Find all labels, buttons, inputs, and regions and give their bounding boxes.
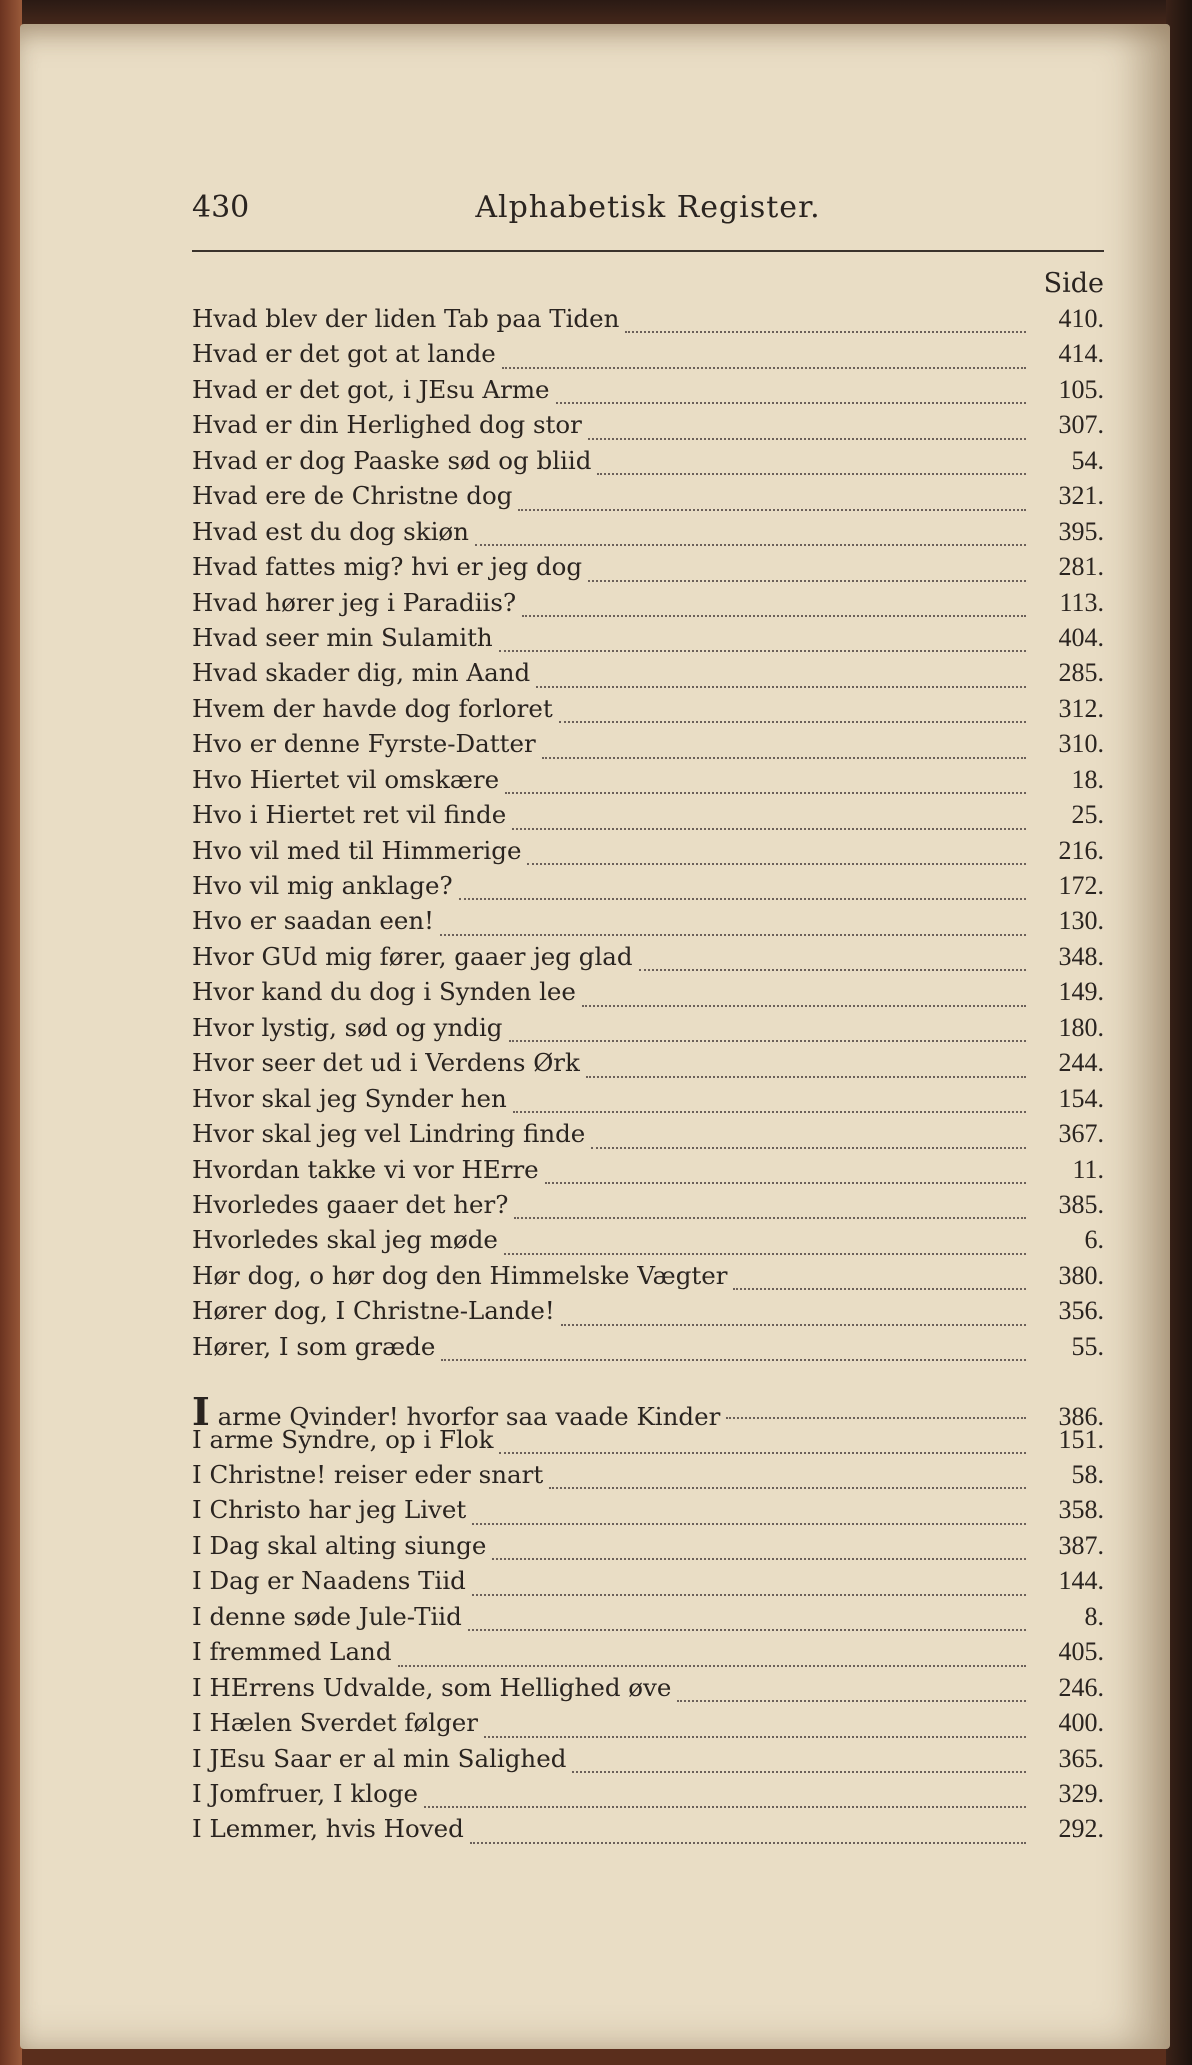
entry-title: Hvo er saadan een!	[192, 906, 435, 936]
entry-title: Hvo vil mig anklage?	[192, 871, 453, 900]
entry-title: Hvad er dog Paaske sød og bliid	[192, 445, 592, 475]
entry-page-number: 386.	[1058, 1402, 1104, 1432]
entry-title: Hvad seer min Sulamith	[192, 622, 493, 652]
dot-leader	[504, 1253, 1026, 1255]
entry-title: Hvad er det got at lande	[192, 339, 496, 369]
entry-page-number: 244.	[1058, 1048, 1104, 1078]
dot-leader	[522, 615, 1026, 617]
dot-leader	[582, 1005, 1026, 1007]
entry-page-number: 292.	[1058, 1814, 1104, 1844]
entry-title: Hvad ere de Christne dog	[192, 481, 513, 511]
register-entry	[192, 658, 1104, 693]
register-entry	[192, 836, 1104, 871]
register-entry	[192, 1261, 1104, 1296]
dot-leader	[586, 1076, 1026, 1078]
register-entry	[192, 375, 1104, 410]
register-entry	[192, 481, 1104, 516]
dot-leader	[677, 1700, 1026, 1702]
entry-title: Hvor GUd mig fører, gaaer jeg glad	[192, 941, 633, 971]
header-rule	[192, 250, 1104, 252]
page-column-label: Side	[1043, 268, 1104, 299]
entry-title: I denne søde Jule-Tiid	[192, 1601, 462, 1631]
register-entry	[192, 1460, 1104, 1495]
dot-leader	[513, 1111, 1026, 1113]
entry-title: I Lemmer, hvis Hoved	[192, 1814, 464, 1844]
entry-title: I Hælen Sverdet følger	[192, 1708, 478, 1738]
entry-page-number: 281.	[1058, 552, 1104, 582]
entry-page-number: 172.	[1058, 871, 1104, 900]
entry-title: Hvad er din Herlighed dog stor	[192, 410, 582, 440]
entry-title: Hvad est du dog skiøn	[192, 516, 469, 546]
register-entry	[192, 446, 1104, 481]
register-entries	[192, 304, 1104, 1850]
entry-title: I fremmed Land	[192, 1637, 392, 1667]
entry-page-number: 405.	[1058, 1637, 1104, 1667]
running-title: Alphabetisk Register.	[475, 190, 821, 225]
entry-page-number: 410.	[1058, 304, 1104, 333]
register-entry	[192, 1566, 1104, 1601]
entry-title: Hvorledes gaaer det her?	[192, 1189, 509, 1219]
entry-title: I arme Syndre, op i Flok	[192, 1424, 494, 1454]
register-entry	[192, 977, 1104, 1012]
dot-leader	[424, 1806, 1026, 1808]
register-entry	[192, 1744, 1104, 1779]
page-number: 430	[192, 190, 250, 225]
entry-title: Hvad fattes mig? hvi er jeg dog	[192, 552, 583, 582]
register-entry	[192, 304, 1104, 339]
entry-page-number: 55.	[1071, 1331, 1104, 1361]
entry-title: Hvem der havde dog forloret	[192, 693, 553, 723]
register-entry	[192, 942, 1104, 977]
entry-title: Hvor skal jeg vel Lindring finde	[192, 1119, 586, 1149]
dot-leader	[441, 1359, 1026, 1361]
entry-page-number: 6.	[1084, 1225, 1104, 1255]
dot-leader	[492, 1558, 1026, 1560]
dot-leader	[597, 473, 1026, 475]
entry-page-number: 113.	[1059, 587, 1104, 617]
dot-leader	[639, 969, 1026, 971]
register-entry	[192, 623, 1104, 658]
dot-leader	[514, 1217, 1026, 1219]
dot-leader	[505, 792, 1026, 794]
entry-page-number: 8.	[1084, 1601, 1104, 1631]
entry-page-number: 25.	[1071, 800, 1104, 830]
register-entry	[192, 1779, 1104, 1814]
register-entry	[192, 1708, 1104, 1743]
entry-page-number: 307.	[1058, 410, 1104, 440]
register-entry	[192, 1673, 1104, 1708]
entry-page-number: 348.	[1058, 941, 1104, 971]
dot-leader	[588, 580, 1026, 582]
entry-title: Hør dog, o hør dog den Himmelske Vægter	[192, 1260, 728, 1290]
dot-leader	[440, 934, 1026, 936]
entry-title: Hvordan takke vi vor HErre	[192, 1154, 539, 1184]
entry-page-number: 400.	[1058, 1708, 1104, 1738]
entry-page-number: 312.	[1058, 693, 1104, 723]
entry-group-h	[192, 304, 1104, 1367]
entry-title: I Christo har jeg Livet	[192, 1495, 467, 1525]
dot-leader	[459, 898, 1026, 900]
register-entry	[192, 1225, 1104, 1260]
register-entry	[192, 1119, 1104, 1154]
entry-title: I Jomfruer, I kloge	[192, 1778, 419, 1808]
entry-page-number: 367.	[1058, 1119, 1104, 1149]
entry-page-number: 356.	[1058, 1296, 1104, 1326]
register-entry	[192, 1048, 1104, 1083]
entry-page-number: 18.	[1071, 764, 1104, 794]
register-entry	[192, 552, 1104, 587]
register-entry	[192, 1814, 1104, 1849]
dot-leader	[512, 828, 1026, 830]
register-entry	[192, 1190, 1104, 1225]
entry-title: Hvorledes skal jeg møde	[192, 1225, 498, 1255]
entry-page-number: 385.	[1058, 1189, 1104, 1219]
entry-page-number: 387.	[1058, 1530, 1104, 1560]
entry-title: Hvor skal jeg Synder hen	[192, 1083, 507, 1113]
entry-page-number: 105.	[1058, 374, 1104, 404]
entry-title: I Christne! reiser eder snart	[192, 1460, 544, 1489]
entry-page-number: 285.	[1058, 658, 1104, 688]
entry-page-number: 130.	[1058, 906, 1104, 936]
entry-title: Hører dog, I Christne-Lande!	[192, 1296, 555, 1326]
entry-page-number: 365.	[1058, 1743, 1104, 1773]
entry-title: I Dag er Naadens Tiid	[192, 1566, 466, 1596]
entry-page-number: 395.	[1058, 516, 1104, 546]
entry-title: I HErrens Udvalde, som Hellighed øve	[192, 1672, 672, 1702]
entry-title: Hvo Hiertet vil omskære	[192, 764, 500, 794]
dot-leader	[527, 863, 1026, 865]
entry-title: Hvo vil med til Himmerige	[192, 835, 522, 865]
dot-leader	[588, 438, 1026, 440]
entry-page-number: 310.	[1058, 729, 1104, 759]
register-entry	[192, 1531, 1104, 1566]
dot-leader	[484, 1736, 1026, 1738]
entry-page-number: 358.	[1058, 1495, 1104, 1525]
entry-page-number: 151.	[1058, 1424, 1104, 1454]
entry-page-number: 329.	[1058, 1778, 1104, 1808]
register-entry	[192, 1389, 1104, 1435]
entry-group-i	[192, 1389, 1104, 1850]
entry-title: Hvo i Hiertet ret vil finde	[192, 800, 507, 830]
dot-leader	[468, 1629, 1026, 1631]
register-entry	[192, 694, 1104, 729]
entry-page-number: 216.	[1058, 835, 1104, 865]
register-entry	[192, 906, 1104, 941]
entry-title: Hvor seer det ud i Verdens Ørk	[192, 1048, 580, 1078]
register-entry	[192, 1155, 1104, 1190]
register-entry	[192, 1013, 1104, 1048]
book-edge-left	[0, 0, 22, 2065]
dot-leader	[733, 1288, 1026, 1290]
register-entry	[192, 871, 1104, 906]
register-entry	[192, 1084, 1104, 1119]
register-entry	[192, 729, 1104, 764]
entry-title: Hvad skader dig, min Aand	[192, 658, 531, 688]
dot-leader	[561, 1324, 1026, 1326]
register-entry	[192, 1332, 1104, 1367]
entry-page-number: 180.	[1058, 1012, 1104, 1042]
dot-leader	[518, 509, 1026, 511]
entry-page-number: 11.	[1072, 1154, 1104, 1184]
dot-leader	[545, 1182, 1026, 1184]
register-entry	[192, 517, 1104, 552]
dot-leader	[509, 1040, 1027, 1042]
dot-leader	[472, 1523, 1026, 1525]
register-entry	[192, 1637, 1104, 1672]
dot-leader	[572, 1771, 1026, 1773]
section-gap	[192, 1367, 1104, 1389]
entry-page-number: 154.	[1058, 1083, 1104, 1113]
register-entry	[192, 339, 1104, 374]
entry-page-number: 321.	[1058, 481, 1104, 511]
entry-title: Hører, I som græde	[192, 1331, 436, 1361]
entry-title: I arme Qvinder! hvorfor saa vaade Kinder	[192, 1389, 721, 1435]
entry-title: Hvad hører jeg i Paradiis?	[192, 587, 517, 617]
dot-leader	[502, 367, 1026, 369]
dot-leader	[549, 1487, 1026, 1489]
entry-page-number: 404.	[1058, 622, 1104, 652]
dot-leader	[499, 1452, 1026, 1454]
register-entry	[192, 800, 1104, 835]
register-entry	[192, 1296, 1104, 1331]
dot-leader	[475, 544, 1026, 546]
dot-leader	[499, 650, 1026, 652]
entry-page-number: 380.	[1058, 1260, 1104, 1290]
register-entry	[192, 588, 1104, 623]
entry-page-number: 144.	[1058, 1566, 1104, 1596]
dot-leader	[398, 1665, 1026, 1667]
register-entry	[192, 410, 1104, 445]
entry-title: I Dag skal alting siunge	[192, 1530, 487, 1560]
dot-leader	[556, 402, 1026, 404]
entry-page-number: 414.	[1058, 339, 1104, 369]
register-entry	[192, 765, 1104, 800]
dot-leader	[559, 721, 1026, 723]
entry-title: Hvad er det got, i JEsu Arme	[192, 374, 550, 404]
entry-page-number: 58.	[1071, 1460, 1104, 1489]
entry-title: Hvo er denne Fyrste-Datter	[192, 729, 536, 759]
dot-leader	[542, 757, 1026, 759]
entry-title: I JEsu Saar er al min Salighed	[192, 1743, 567, 1773]
dot-leader	[470, 1842, 1026, 1844]
entry-title: Hvor kand du dog i Synden lee	[192, 977, 576, 1007]
register-entry	[192, 1495, 1104, 1530]
entry-title: Hvor lystig, sød og yndig	[192, 1012, 503, 1042]
entry-page-number: 149.	[1058, 977, 1104, 1007]
dot-leader	[625, 331, 1026, 333]
dot-leader	[591, 1147, 1026, 1149]
register-entry	[192, 1425, 1104, 1460]
page-header	[192, 190, 1104, 240]
dot-leader	[536, 686, 1026, 688]
dot-leader	[472, 1594, 1026, 1596]
register-entry	[192, 1602, 1104, 1637]
entry-page-number: 54.	[1071, 445, 1104, 475]
dot-leader	[726, 1417, 1026, 1419]
entry-page-number: 246.	[1058, 1672, 1104, 1702]
entry-title: Hvad blev der liden Tab paa Tiden	[192, 304, 620, 333]
